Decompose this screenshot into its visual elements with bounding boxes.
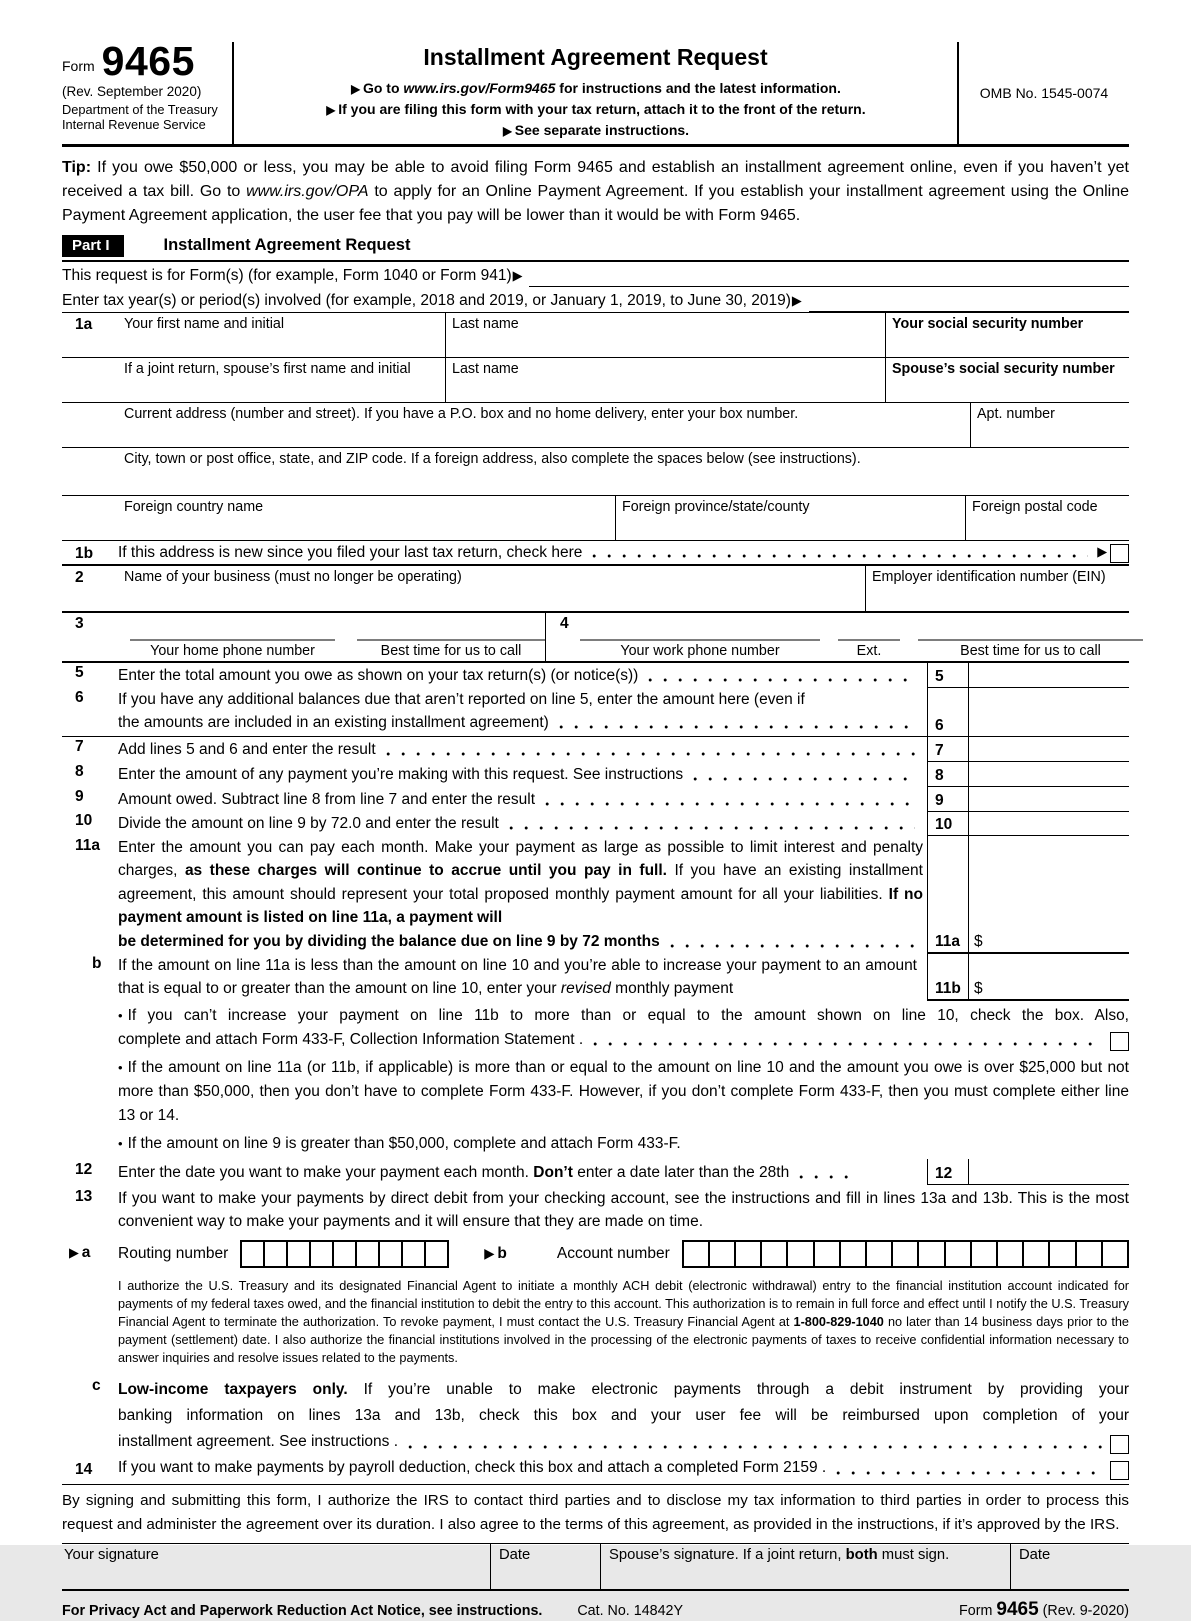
- line-3-number: 3: [75, 614, 84, 632]
- line-6-text-last: the amounts are included in an existing installment agreement): [118, 714, 549, 732]
- date-label-2: Date: [1019, 1546, 1051, 1563]
- bullet-icon: •: [118, 1007, 123, 1023]
- best-time-work-underline[interactable]: [918, 631, 1143, 641]
- line-13-number: 13: [75, 1187, 93, 1205]
- arrow-icon: ▶: [791, 292, 802, 309]
- line-7-cell-number: 7: [927, 737, 969, 762]
- line-7-amount-field[interactable]: [969, 737, 1129, 762]
- arrow-icon: ▶: [502, 126, 512, 139]
- line-12-row: [62, 1159, 1129, 1185]
- line-13c-bold: Low-income taxpayers only.: [118, 1380, 348, 1398]
- dotted-leader: [670, 943, 915, 949]
- line-11a-text-2: If you have an existing installment agreement, this amount should represent your total proposed monthly payment amount for all your liabilities.: [118, 862, 923, 903]
- line-11a-bold-1: as these charges will continue to accrue until you pay in full.: [184, 862, 667, 880]
- line-8-cell-number: 8: [927, 762, 969, 787]
- cannot-increase-checkbox[interactable]: [1110, 1032, 1129, 1051]
- line-7-number: 7: [75, 737, 84, 755]
- business-name-field[interactable]: [118, 566, 865, 611]
- line-10-number: 10: [75, 811, 93, 829]
- city-state-zip-label: City, town or post office, state, and ZIP code. If a foreign address, also complete the spaces below (see instructions).: [124, 450, 861, 467]
- low-income-checkbox[interactable]: [1110, 1435, 1129, 1454]
- line-3-section: [62, 613, 545, 661]
- omb-number: OMB No. 1545-0074: [957, 42, 1129, 144]
- instr1-post: for instructions and the latest information.: [555, 80, 841, 96]
- dotted-leader: [648, 677, 915, 683]
- digit-box[interactable]: [378, 1240, 403, 1268]
- line-11b-amount-field[interactable]: [969, 954, 1129, 1001]
- digit-box[interactable]: [839, 1240, 867, 1268]
- line-11b-cell-number: 11b: [927, 954, 969, 1001]
- best-time-home-field[interactable]: [357, 631, 545, 659]
- spouse-ssn-label: Spouse’s social security number: [892, 360, 1115, 377]
- line-8-number: 8: [75, 762, 84, 780]
- digit-box[interactable]: [263, 1240, 288, 1268]
- line-12-date-field[interactable]: [969, 1159, 1129, 1185]
- line-9-text: Amount owed. Subtract line 8 from line 7 and enter the result: [118, 790, 536, 808]
- form-title-block: [234, 42, 957, 144]
- line-1a-number: 1a: [75, 315, 93, 333]
- footer-form-number: 9465: [996, 1598, 1039, 1620]
- ext-field[interactable]: [838, 631, 900, 659]
- phone-row: [62, 613, 1129, 663]
- dotted-leader: [386, 751, 915, 757]
- work-phone-label: Your work phone number: [620, 642, 780, 659]
- spouse-last-name-field[interactable]: [445, 358, 885, 402]
- digit-box[interactable]: [1048, 1240, 1076, 1268]
- first-name-field[interactable]: [118, 313, 445, 357]
- line-13c-text-3: installment agreement. See instructions .: [118, 1432, 398, 1450]
- last-name-field[interactable]: [445, 313, 885, 357]
- ssn-label: Your social security number: [892, 315, 1084, 332]
- line-11a-amount-field[interactable]: [969, 836, 1129, 954]
- line-12-number: 12: [75, 1160, 93, 1178]
- street-address-label: Current address (number and street). If you have a P.O. box and no home delivery, enter your box number.: [124, 405, 799, 422]
- request-years-field[interactable]: [809, 290, 1129, 312]
- digit-box[interactable]: [332, 1240, 357, 1268]
- digit-box[interactable]: [944, 1240, 972, 1268]
- spouse-first-name-field[interactable]: [118, 358, 445, 402]
- digit-box[interactable]: [996, 1240, 1024, 1268]
- arrow-icon: ▶: [326, 104, 336, 118]
- header-instruction-1: [242, 78, 949, 99]
- line-13b-marker: [483, 1245, 507, 1263]
- line-11a-number: 11a: [75, 836, 101, 854]
- line-11b-text-2: monthly payment: [610, 980, 734, 998]
- line-1b-number: 1b: [75, 544, 94, 562]
- line-6-text: If you have any additional balances due that aren’t reported on line 5, enter the amount here (even if: [118, 690, 805, 708]
- line-10-row: [62, 812, 1129, 836]
- line-6-amount-field[interactable]: [969, 688, 1129, 736]
- form-number: 9465: [101, 38, 195, 84]
- digit-box[interactable]: [865, 1240, 893, 1268]
- digit-box[interactable]: [708, 1240, 736, 1268]
- date-field-2[interactable]: [1010, 1544, 1129, 1589]
- auth-text-2: no later than 14 business days prior to the payment (settlement) date. I also authorize the financial institutions involved in the processing of the electronic payments of taxes to receive confidential information necessary to answer inquiries and resolve issues related to the payments.: [118, 1314, 1129, 1365]
- digit-box[interactable]: [682, 1240, 710, 1268]
- tip-text-1: If you owe $50,000 or less, you may be able to avoid filing Form 9465 and establish an installment agreement online, even if you haven’t yet received a tax bill. Go to: [62, 158, 1129, 200]
- home-phone-underline[interactable]: [130, 631, 335, 641]
- line-12-cell-number: 12: [927, 1159, 969, 1185]
- routing-number-boxes[interactable]: [242, 1240, 449, 1268]
- line-13-row: [62, 1187, 1129, 1234]
- footer-form-rev: (Rev. 9-2020): [1038, 1602, 1129, 1619]
- line-4-section: [545, 613, 1143, 661]
- home-phone-label: Your home phone number: [150, 642, 315, 659]
- foreign-country-label: Foreign country name: [124, 498, 264, 515]
- request-forms-field[interactable]: [529, 265, 1129, 287]
- line-8-text: Enter the amount of any payment you’re making with this request. See instructions: [118, 765, 684, 783]
- routing-number-label: Routing number: [118, 1244, 229, 1262]
- new-address-checkbox[interactable]: [1110, 544, 1129, 563]
- request-forms-text: This request is for Form(s) (for example, Form 1040 or Form 941): [62, 266, 512, 284]
- digit-box[interactable]: [1101, 1240, 1129, 1268]
- foreign-postal-field[interactable]: [965, 496, 1129, 540]
- line-6-cell-number: 6: [927, 688, 969, 736]
- digit-box[interactable]: [813, 1240, 841, 1268]
- line-13b-letter: b: [497, 1244, 507, 1262]
- business-name-label: Name of your business (must no longer be operating): [124, 568, 462, 585]
- last-name-label: Last name: [452, 315, 519, 332]
- spouse-signature-field[interactable]: [600, 1544, 1010, 1589]
- privacy-notice: For Privacy Act and Paperwork Reduction Act Notice, see instructions.: [62, 1602, 543, 1619]
- digit-box[interactable]: [309, 1240, 334, 1268]
- dotted-leader: [545, 801, 915, 807]
- spouse-signature-bold: both: [845, 1546, 878, 1563]
- line-11a-bold-last: be determined for you by dividing the balance due on line 9 by 72 months: [118, 932, 660, 950]
- account-number-label: Account number: [556, 1244, 670, 1262]
- foreign-address-row: [62, 496, 1129, 541]
- line-13c-line-2: banking information on lines 13a and 13b, check this box and your user fee will be reimbursed upon completion of your: [118, 1406, 1129, 1424]
- date-field-1[interactable]: [490, 1544, 600, 1589]
- direct-debit-row: [62, 1236, 1129, 1272]
- line-1b-row: [62, 541, 1129, 566]
- apt-number-field[interactable]: [970, 403, 1129, 447]
- bullet-1-line-1: [118, 1004, 1129, 1028]
- line-5-cell-number: 5: [927, 663, 969, 688]
- header-instruction-3: [242, 120, 949, 141]
- best-time-work-field[interactable]: [918, 631, 1143, 659]
- agency-label: Internal Revenue Service: [62, 117, 206, 133]
- footer-form-word: Form: [959, 1602, 993, 1619]
- form-header: [62, 38, 1129, 147]
- street-address-field[interactable]: [118, 403, 970, 447]
- ssn-field[interactable]: [885, 313, 1129, 357]
- digit-box[interactable]: [355, 1240, 380, 1268]
- spouse-signature-label-1: Spouse’s signature. If a joint return,: [609, 1546, 846, 1563]
- instr2-text: If you are filing this form with your tax return, attach it to the front of the return.: [338, 101, 866, 118]
- your-signature-field[interactable]: [62, 1544, 490, 1589]
- form-url-link[interactable]: www.irs.gov/Form9465: [403, 80, 556, 96]
- address-row: [62, 403, 1129, 448]
- line-13c-line-3: [118, 1429, 1129, 1455]
- digit-box[interactable]: [970, 1240, 998, 1268]
- digit-box[interactable]: [734, 1240, 762, 1268]
- bullet-1-text-1: If you can’t increase your payment on line 11b to more than or equal to the amount shown on line 10, check the box. Also,: [127, 1006, 1129, 1024]
- part1-title: Installment Agreement Request: [163, 236, 411, 255]
- foreign-country-field[interactable]: [118, 496, 615, 540]
- dotted-leader: [408, 1444, 1102, 1450]
- ext-underline[interactable]: [838, 631, 900, 641]
- consent-paragraph: By signing and submitting this form, I authorize the IRS to contact third parties and to disclose my tax information to third parties in order to process this request and administer the agreement over its duration. I also agree to the terms of this agreement, as provided in the instructions, if it’s approved by the IRS.: [62, 1484, 1129, 1543]
- spouse-name-row: [62, 358, 1129, 403]
- name-row: [62, 313, 1129, 358]
- line-13c-line-1: [118, 1377, 1129, 1403]
- line-4-number: 4: [560, 614, 569, 632]
- ein-label: Employer identification number (EIN): [872, 568, 1106, 585]
- auth-text-1: I authorize the U.S. Treasury and its designated Financial Agent to initiate a monthly ACH debit (electronic withdrawal) entry to the financial institution account indicated for payments of my federal taxes owed, and the financial institution to debit the entry to this account. This authorization is to remain in full force and effect until I notify the U.S. Treasury Financial Agent to terminate the authorization. To revoke payment, I must contact the U.S. Treasury Financial Agent at: [118, 1278, 1129, 1329]
- date-label-1: Date: [499, 1546, 531, 1563]
- tip-text-2: to apply for an Online Payment Agreement. If you establish your installment agreement using the Online Payment Agreement application, the user fee that you pay will be lower than it would be with Form 9465.: [62, 182, 1130, 224]
- home-phone-field[interactable]: [130, 631, 335, 659]
- instr3-text: See separate instructions.: [514, 122, 690, 139]
- request-years-text: Enter tax year(s) or period(s) involved (for example, 2018 and 2019, or January 1, 2019, to June 30, 2019): [62, 291, 791, 309]
- bullet-2: [118, 1056, 1129, 1128]
- line-10-text: Divide the amount on line 9 by 72.0 and enter the result: [118, 814, 499, 832]
- foreign-province-field[interactable]: [615, 496, 965, 540]
- line-11a-row: [62, 836, 1129, 954]
- line-6-row: [62, 688, 1129, 737]
- line-5-row: [62, 663, 1129, 688]
- line-12-bold: Don’t: [533, 1163, 573, 1181]
- opa-url-link[interactable]: www.irs.gov/OPA: [246, 182, 369, 200]
- digit-box[interactable]: [1022, 1240, 1050, 1268]
- line-13-text: If you want to make your payments by direct debit from your checking account, see the instructions and fill in lines 13a and 13b. This is the most convenient way to make your payments and it will ensure that they are made on time.: [118, 1189, 1129, 1231]
- line-13a-marker: [68, 1244, 90, 1262]
- line-13a-letter: a: [81, 1243, 91, 1261]
- line-11a-text-1: Enter the amount you can pay each month. Make your payment as large as possible to limit interest and penalty charges,: [118, 838, 923, 880]
- dotted-leader: [693, 776, 915, 782]
- dotted-leader: [593, 1041, 1102, 1047]
- ext-label: Ext.: [856, 642, 882, 659]
- dotted-leader: [799, 1174, 859, 1180]
- arrow-icon: ▶: [1097, 543, 1107, 560]
- tip-label: Tip:: [62, 158, 92, 176]
- ein-field[interactable]: [865, 566, 1129, 611]
- page-footer: [62, 1591, 1129, 1621]
- line-6-number: 6: [75, 688, 84, 706]
- taxpayer-info-grid: [62, 312, 1129, 541]
- bullet-icon: •: [118, 1135, 123, 1151]
- dotted-leader: [836, 1470, 1102, 1476]
- line-13c-text-1: If you’re unable to make electronic payments through a debit instrument by providing your: [347, 1380, 1129, 1398]
- line-11a-bold-2: If no payment amount is listed on line 11a, a payment will: [118, 885, 923, 927]
- line-9-cell-number: 9: [927, 787, 969, 812]
- header-instruction-2: [242, 99, 949, 120]
- digit-box[interactable]: [917, 1240, 945, 1268]
- line-9-number: 9: [75, 787, 84, 805]
- apt-number-label: Apt. number: [977, 405, 1055, 422]
- best-time-home-label: Best time for us to call: [380, 642, 522, 659]
- line-2-row: [62, 566, 1129, 613]
- line-8-amount-field[interactable]: [969, 762, 1129, 787]
- form-id-block: [62, 38, 234, 144]
- department-label: Department of the Treasury: [62, 101, 218, 117]
- digit-box[interactable]: [1075, 1240, 1103, 1268]
- digit-box[interactable]: [760, 1240, 788, 1268]
- line-11-bullets: [62, 1004, 1129, 1156]
- arrow-icon: ▶: [69, 1244, 79, 1261]
- request-years-line: [62, 287, 1129, 312]
- line-14-row: [62, 1455, 1129, 1481]
- best-time-home-underline[interactable]: [357, 631, 545, 641]
- foreign-province-label: Foreign province/state/county: [622, 498, 810, 515]
- first-name-label: Your first name and initial: [124, 315, 285, 332]
- line-1b-text: If this address is new since you filed your last tax return, check here: [118, 543, 583, 561]
- bullet-1-line-2: [118, 1028, 1129, 1052]
- form-revision: (Rev. September 2020): [62, 83, 202, 99]
- catalog-number: Cat. No. 14842Y: [577, 1602, 684, 1619]
- line-13c-row: [62, 1377, 1129, 1455]
- arrow-icon: ▶: [512, 267, 523, 284]
- treasury-phone-number: 1-800-829-1040: [793, 1314, 884, 1329]
- instr1-pre: Go to: [362, 80, 404, 96]
- line-5-amount-field[interactable]: [969, 663, 1129, 688]
- ach-authorization-text: [118, 1277, 1129, 1367]
- arrow-icon: ▶: [484, 1245, 495, 1262]
- dollar-sign: $: [974, 979, 983, 997]
- line-10-amount-field[interactable]: [969, 812, 1129, 836]
- line-9-amount-field[interactable]: [969, 787, 1129, 812]
- spouse-ssn-field[interactable]: [885, 358, 1129, 402]
- your-signature-label: Your signature: [64, 1546, 159, 1563]
- signature-row: [62, 1543, 1129, 1591]
- dotted-leader: [509, 825, 915, 831]
- line-10-cell-number: 10: [927, 812, 969, 836]
- form-word: Form: [62, 57, 95, 74]
- dotted-leader: [559, 724, 915, 730]
- bullet-2-text: If the amount on line 11a (or 11b, if applicable) is more than or equal to the amount on line 10 and the amount you owe is over $25,000 but not more than $50,000, then you don’t have to complete Form 433-F. However, if you don’t complete Form 433-F, then you must complete either line 13 or 14.: [118, 1058, 1129, 1124]
- arrow-icon: ▶: [351, 83, 360, 97]
- payroll-deduction-checkbox[interactable]: [1110, 1461, 1129, 1480]
- spouse-first-name-label: If a joint return, spouse’s first name and initial: [124, 360, 411, 377]
- digit-box[interactable]: [401, 1240, 426, 1268]
- dotted-leader: [592, 553, 1088, 559]
- line-11a-cell-number: 11a: [927, 836, 969, 954]
- digit-box[interactable]: [240, 1240, 265, 1268]
- part1-chip: Part I: [62, 235, 124, 257]
- dollar-sign: $: [974, 932, 983, 950]
- work-phone-field[interactable]: [580, 631, 820, 659]
- line-12-text-1: Enter the date you want to make your payment each month.: [118, 1163, 534, 1181]
- work-phone-underline[interactable]: [580, 631, 820, 641]
- line-11b-italic: revised: [560, 980, 611, 998]
- line-2-number: 2: [75, 568, 84, 586]
- tip-paragraph: [62, 156, 1129, 228]
- line-11b-number: b: [92, 954, 102, 972]
- bullet-3: [118, 1132, 1129, 1156]
- line-11b-text-1: If the amount on line 11a is less than the amount on line 10 and you’re able to increase your payment to an amount that is equal to or greater than the amount on line 10, enter your: [118, 956, 917, 998]
- digit-box[interactable]: [786, 1240, 814, 1268]
- part1-header: [62, 235, 1129, 262]
- line-5-number: 5: [75, 663, 84, 681]
- digit-box[interactable]: [424, 1240, 449, 1268]
- spouse-signature-label-2: must sign.: [877, 1546, 950, 1563]
- digit-box[interactable]: [286, 1240, 311, 1268]
- form-title: Installment Agreement Request: [423, 44, 768, 70]
- bullet-1-text-2: complete and attach Form 433-F, Collection Information Statement .: [118, 1030, 584, 1048]
- line-12-text-2: enter a date later than the 28th: [572, 1163, 790, 1181]
- bullet-icon: •: [118, 1059, 123, 1075]
- city-row: [62, 448, 1129, 496]
- best-time-work-label: Best time for us to call: [960, 642, 1101, 659]
- line-5-text: Enter the total amount you owe as shown on your tax return(s) (or notice(s)): [118, 666, 639, 684]
- line-13c-number: c: [92, 1376, 101, 1394]
- line-7-text: Add lines 5 and 6 and enter the result: [118, 740, 376, 758]
- line-9-row: [62, 787, 1129, 812]
- city-state-zip-field[interactable]: [118, 448, 1129, 495]
- line-11b-row: [62, 954, 1129, 1001]
- line-8-row: [62, 762, 1129, 787]
- request-forms-line: [62, 262, 1129, 287]
- bullet-3-text: If the amount on line 9 is greater than $50,000, complete and attach Form 433-F.: [127, 1134, 681, 1152]
- account-number-boxes[interactable]: [684, 1240, 1129, 1268]
- digit-box[interactable]: [891, 1240, 919, 1268]
- line-7-row: [62, 737, 1129, 762]
- footer-form-id: [959, 1599, 1129, 1621]
- line-14-number: 14: [75, 1460, 93, 1478]
- line-14-text: If you want to make payments by payroll deduction, check this box and attach a completed Form 2159 .: [118, 1458, 827, 1476]
- foreign-postal-label: Foreign postal code: [972, 498, 1098, 515]
- spouse-last-name-label: Last name: [452, 360, 519, 377]
